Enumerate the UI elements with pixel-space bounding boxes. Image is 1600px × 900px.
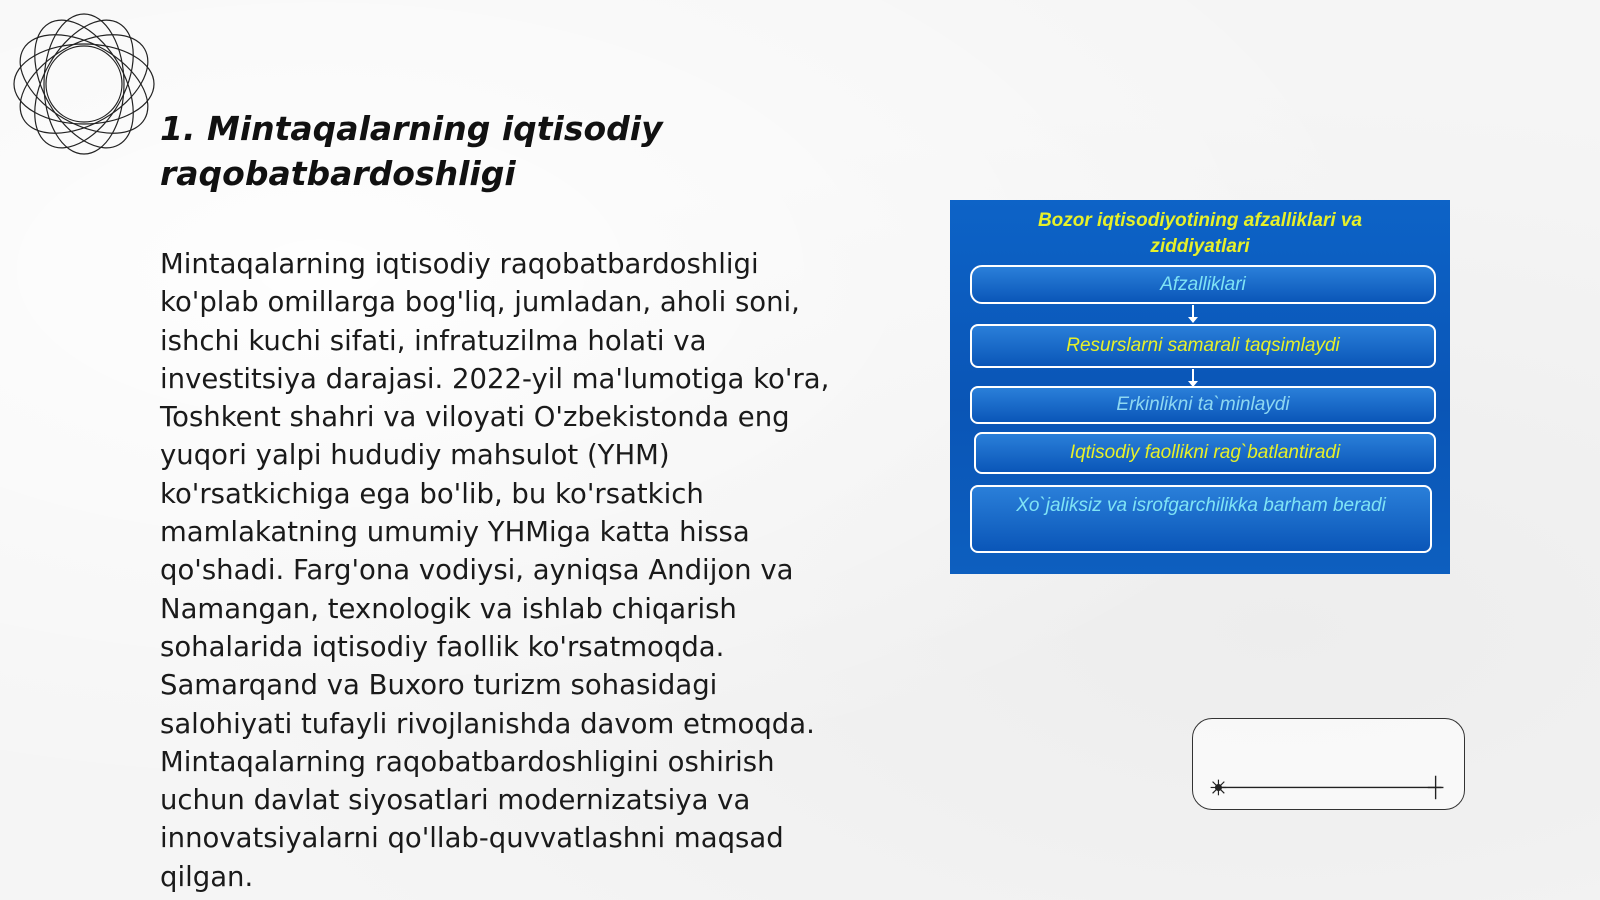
cross-icon bbox=[1428, 776, 1444, 799]
title-line-1: 1. Mintaqalarning iqtisodiy bbox=[160, 109, 663, 148]
diagram-box-1: Resurslarni samarali taqsimlaydi bbox=[970, 324, 1436, 368]
sun-icon bbox=[1211, 780, 1227, 796]
slide-title bbox=[160, 106, 840, 196]
arrow-down-icon bbox=[1192, 305, 1194, 319]
body-paragraph: Mintaqalarning iqtisodiy raqobatbardoshligi ko'plab omillarga bog'liq, jumladan, aholi soni, ishchi kuchi sifati, infratuzilma holati va investitsiya darajasi. 2022-yil ma'lumotiga ko'ra, Toshkent shahri va viloyati O'zbekistonda eng yuqori yalpi hududiy mahsulot (YHM) ko'rsatkichiga ega bo'lib, bu ko'rsatkich mamlakatning umumiy YHMiga katta hissa qo'shadi. Farg'ona vodiysi, ayniqsa Andijon va Namangan, texnologik va ishlab chiqarish sohalarida iqtisodiy faollik ko'rsatmoqda. Samarqand va Buxoro turizm sohasidagi salohiyati tufayli rivojlanishda davom etmoqda. Mintaqalarning raqobatbardoshligini oshirish uchun davlat siyosatlari modernizatsiya va innovatsiyalarni qo'llab-quvvatlashni maqsad qilgan. bbox=[160, 248, 830, 893]
concentric-circles-icon bbox=[10, 10, 158, 158]
title-line-2: raqobatbardoshligi bbox=[160, 154, 516, 193]
diagram-box-4: Xo`jaliksiz va isrofgarchilikka barham beradi bbox=[970, 485, 1432, 553]
market-economy-diagram bbox=[950, 200, 1450, 574]
diagram-box-3: Iqtisodiy faollikni rag`batlantiradi bbox=[974, 432, 1436, 474]
diagram-title: Bozor iqtisodiyotining afzalliklari va ziddiyatlari bbox=[1037, 210, 1363, 257]
timeline-decoration bbox=[1192, 718, 1465, 810]
diagram-box-header: Afzalliklari bbox=[970, 265, 1436, 304]
diagram-box-2: Erkinlikni ta`minlaydi bbox=[970, 386, 1436, 424]
arrow-down-icon bbox=[1192, 369, 1194, 383]
